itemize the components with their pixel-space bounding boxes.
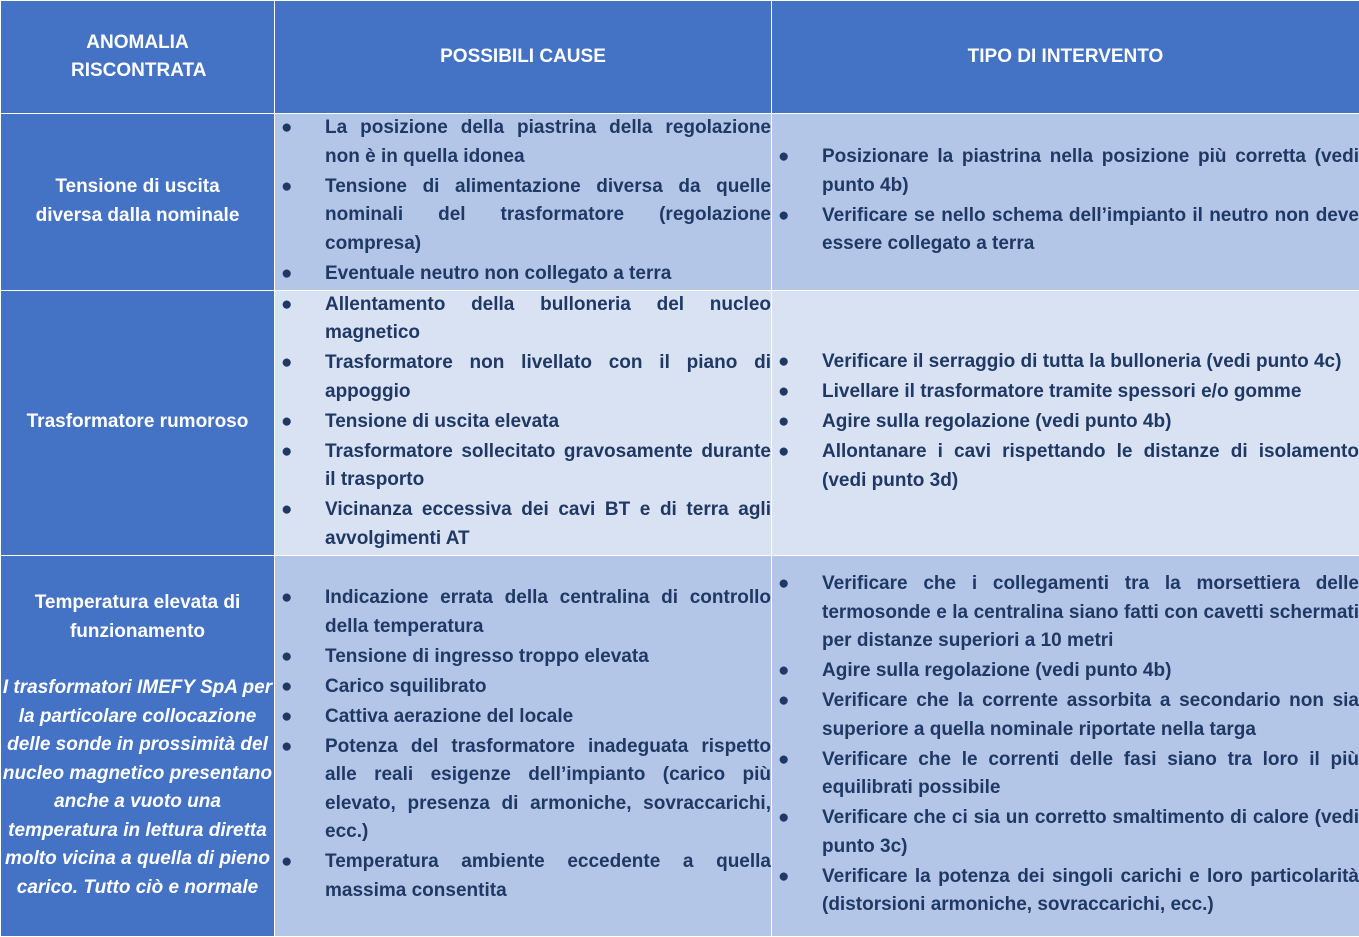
header-causes: POSSIBILI CAUSE <box>275 1 772 114</box>
anomaly-title: Tensione di uscita diversa dalla nominale <box>1 173 274 230</box>
bullet-icon: ● <box>281 349 292 378</box>
list-item: ● Trasformatore sollecitato gravosamente durante il trasporto <box>275 438 771 495</box>
bullet-icon: ● <box>281 584 292 613</box>
table-row <box>1 555 1359 936</box>
bullet-icon: ● <box>778 348 789 377</box>
list-item: ● Verificare che le correnti delle fasi siano tra loro il più equilibrati possibile <box>772 746 1359 803</box>
list-item: ● Verificare la potenza dei singoli carichi e loro particolarità (distorsioni armoniche, sovraccarichi, ecc.) <box>772 863 1359 920</box>
bullet-icon: ● <box>281 408 292 437</box>
list-item: ● Verificare che la corrente assorbita a secondario non sia superiore a quella nominale riportate nella targa <box>772 687 1359 744</box>
bullet-icon: ● <box>281 643 292 672</box>
bullet-icon: ● <box>778 804 789 833</box>
bullet-icon: ● <box>778 202 789 231</box>
list-item: ● Verificare se nello schema dell’impianto il neutro non deve essere collegato a terra <box>772 202 1359 259</box>
bullet-icon: ● <box>778 438 789 467</box>
table-row <box>1 114 1359 291</box>
list-item: ● Tensione di uscita elevata <box>275 408 771 437</box>
bullet-icon: ● <box>281 173 292 202</box>
bullet-icon: ● <box>281 848 292 877</box>
list-item: ● Allontanare i cavi rispettando le distanze di isolamento (vedi punto 3d) <box>772 438 1359 495</box>
bullet-icon: ● <box>778 657 789 686</box>
list-item: ● Agire sulla regolazione (vedi punto 4b) <box>772 408 1359 437</box>
causes-cell <box>275 555 772 936</box>
bullet-icon: ● <box>281 733 292 762</box>
list-item: ● La posizione della piastrina della regolazione non è in quella idonea <box>275 114 771 171</box>
causes-list <box>275 114 771 288</box>
bullet-icon: ● <box>281 114 292 143</box>
list-item: ● Vicinanza eccessiva dei cavi BT e di terra agli avvolgimenti AT <box>275 496 771 553</box>
bullet-icon: ● <box>281 673 292 702</box>
anomaly-title: Temperatura elevata di funzionamento <box>1 589 274 646</box>
list-item: ● Carico squilibrato <box>275 673 771 702</box>
bullet-icon: ● <box>281 438 292 467</box>
causes-cell <box>275 114 772 291</box>
list-item: ● Agire sulla regolazione (vedi punto 4b) <box>772 657 1359 686</box>
interventions-list <box>772 570 1359 920</box>
list-item: ● Cattiva aerazione del locale <box>275 703 771 732</box>
anomaly-title: Trasformatore rumoroso <box>1 408 274 437</box>
table-row <box>1 290 1359 555</box>
bullet-icon: ● <box>281 291 292 320</box>
list-item: ● Tensione di alimentazione diversa da quelle nominali del trasformatore (regolazione compresa) <box>275 173 771 259</box>
interventions-list <box>772 348 1359 495</box>
list-item: ● Posizionare la piastrina nella posizione più corretta (vedi punto 4b) <box>772 143 1359 200</box>
bullet-icon: ● <box>778 143 789 172</box>
bullet-icon: ● <box>281 260 292 289</box>
bullet-icon: ● <box>778 687 789 716</box>
list-item: ● Temperatura ambiente eccedente a quella massima consentita <box>275 848 771 905</box>
causes-cell <box>275 290 772 555</box>
list-item: ● Indicazione errata della centralina di controllo della temperatura <box>275 584 771 641</box>
bullet-icon: ● <box>281 496 292 525</box>
anomaly-note: I trasformatori IMEFY SpA per la particolare collocazione delle sonde in prossimità del nucleo magnetico presentano anche a vuoto una temperatura in lettura diretta molto vicina a quella di pieno carico. Tutto ciò e normale <box>1 674 274 902</box>
list-item: ● Tensione di ingresso troppo elevata <box>275 643 771 672</box>
anomaly-cell <box>1 555 275 936</box>
header-anomaly: ANOMALIA RISCONTRATA <box>1 1 275 114</box>
list-item: ● Eventuale neutro non collegato a terra <box>275 260 771 289</box>
list-item: ● Potenza del trasformatore inadeguata rispetto alle reali esigenze dell’impianto (carico più elevato, presenza di armoniche, sovraccarichi, ecc.) <box>275 733 771 847</box>
bullet-icon: ● <box>778 570 789 599</box>
bullet-icon: ● <box>778 863 789 892</box>
anomaly-cell <box>1 290 275 555</box>
header-row <box>1 1 1359 114</box>
bullet-icon: ● <box>281 703 292 732</box>
anomaly-cell <box>1 114 275 291</box>
bullet-icon: ● <box>778 408 789 437</box>
causes-list <box>275 584 771 905</box>
list-item: ● Allentamento della bulloneria del nucleo magnetico <box>275 291 771 348</box>
intervention-cell <box>772 290 1359 555</box>
bullet-icon: ● <box>778 746 789 775</box>
intervention-cell <box>772 555 1359 936</box>
bullet-icon: ● <box>778 378 789 407</box>
header-intervention: TIPO DI INTERVENTO <box>772 1 1359 114</box>
list-item: ● Livellare il trasformatore tramite spessori e/o gomme <box>772 378 1359 407</box>
list-item: ● Verificare che i collegamenti tra la morsettiera delle termosonde e la centralina siano fatti con cavetti schermati per distanze superiori a 10 metri <box>772 570 1359 656</box>
list-item: ● Verificare il serraggio di tutta la bulloneria (vedi punto 4c) <box>772 348 1359 377</box>
intervention-cell <box>772 114 1359 291</box>
interventions-list <box>772 143 1359 259</box>
causes-list <box>275 291 771 554</box>
list-item: ● Trasformatore non livellato con il piano di appoggio <box>275 349 771 406</box>
list-item: ● Verificare che ci sia un corretto smaltimento di calore (vedi punto 3c) <box>772 804 1359 861</box>
